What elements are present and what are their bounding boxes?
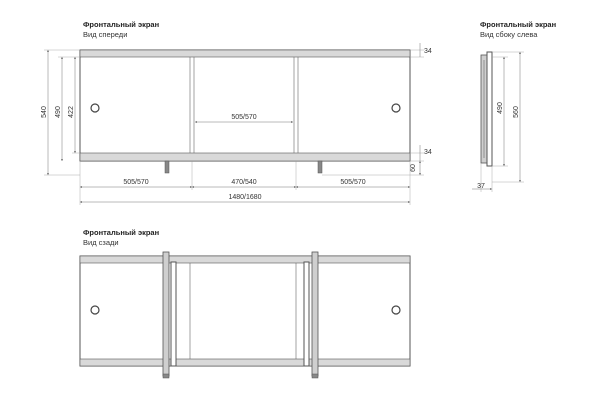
rear-support-left-inner xyxy=(171,262,176,366)
side-view xyxy=(472,20,556,192)
rear-left-handle-icon xyxy=(91,306,99,314)
rear-support-right xyxy=(312,252,318,376)
front-view-subtitle: Вид спереди xyxy=(83,30,128,39)
side-view-subtitle: Вид сбоку слева xyxy=(480,30,538,39)
side-dim-height-panel: 490 xyxy=(497,102,504,114)
front-top-rail xyxy=(80,50,410,57)
dim-height-panel: 490 xyxy=(55,106,62,118)
dim-height-inner: 422 xyxy=(68,106,75,118)
front-leg-right xyxy=(318,161,322,173)
front-leg-left xyxy=(165,161,169,173)
dim-top-rail: 34 xyxy=(424,48,432,55)
dim-right-width: 505/570 xyxy=(340,179,366,186)
side-view-title: Фронтальный экран xyxy=(480,20,557,29)
dim-legs: 60 xyxy=(410,164,417,172)
front-view-title: Фронтальный экран xyxy=(83,20,160,29)
rear-foot-right xyxy=(312,374,318,378)
side-dim-height-total: 560 xyxy=(513,106,520,118)
rear-support-right-inner xyxy=(304,262,309,366)
dim-center-span: 505/570 xyxy=(231,114,257,121)
rear-foot-left xyxy=(163,374,169,378)
front-right-handle-icon xyxy=(392,104,400,112)
rear-support-left xyxy=(163,252,169,376)
dim-middle-width: 470/540 xyxy=(231,179,257,186)
front-left-handle-icon xyxy=(91,104,99,112)
dim-left-width: 505/570 xyxy=(123,179,149,186)
rear-view xyxy=(80,228,410,378)
rear-view-subtitle: Вид сзади xyxy=(83,238,119,247)
rear-top-rail xyxy=(80,256,410,263)
rear-view-title: Фронтальный экран xyxy=(83,228,160,237)
front-panel-outline xyxy=(80,50,410,161)
front-view xyxy=(41,20,432,205)
rear-right-handle-icon xyxy=(392,306,400,314)
side-dim-depth: 37 xyxy=(477,183,485,190)
dim-bottom-rail: 34 xyxy=(424,149,432,156)
rear-panel-outline xyxy=(80,256,410,366)
front-bottom-rail xyxy=(80,153,410,161)
dim-height-total: 540 xyxy=(41,106,48,118)
rear-bottom-rail xyxy=(80,359,410,366)
dim-total-width: 1480/1680 xyxy=(228,194,262,201)
side-profile-front xyxy=(487,52,492,166)
